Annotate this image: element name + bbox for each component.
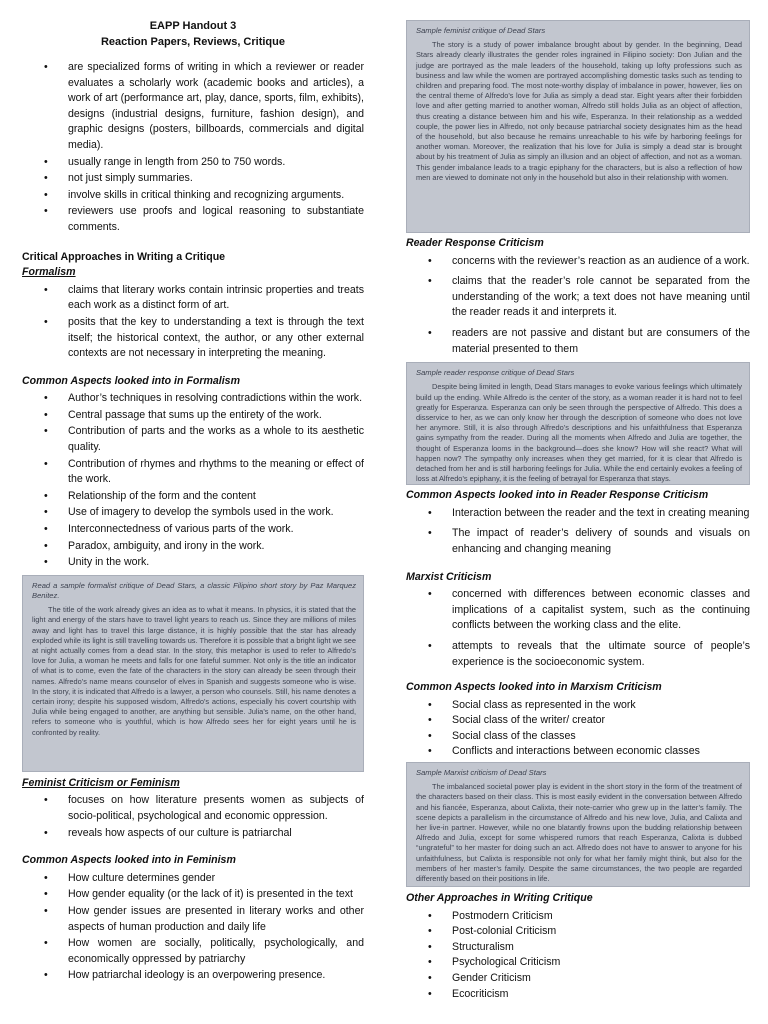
list-item: • involve skills in critical thinking and recognizing arguments. xyxy=(22,188,364,204)
formalist-excerpt-box xyxy=(22,575,364,772)
list-item: • Interaction between the reader and the text in creating meaning xyxy=(406,506,750,522)
list-item: • reviewers use proofs and logical reasoning to substantiate comments. xyxy=(22,204,364,235)
feminist-list xyxy=(22,793,364,841)
list-item: • How women are socially, politically, psychologically, and economically oppressed by patriarchy xyxy=(22,936,364,967)
formalism-heading: Formalism xyxy=(22,266,76,279)
excerpt-text: The story is a study of power imbalance brought about by gender. In the beginning, Dead Stars already clearly illustrates the gender roles ingrained in Filipino society: Don Julian and the judge are portrayed as the male leaders of the household, taking up lofty professions such as business and law while the women are portrayed accomplishing domestic tasks such as tending to children and preparing food. The most note-worthy display of imbalance in power, however, lies on the central theme of Alfredo’s love for Julia as simply a dead star. Eight years after their forbidden love and after getting married to another woman, Alfredo still holds Julia as an object of affection, thus creating a distance between him and his wife, Esperanza. In their relationship as a wedded couple, the power lies in Alfredo, not only because patriarchal society designates him as the head of the household, but also because he remains unreachable to his wife by harboring feelings for another woman. Moreover, the realization that his love for Julia is simply a dead star is brought about by his treatment of Julia as simply an illusion and an object of affection, and not as a woman. This gender imbalance leads to a tragic epiphany for the characters, but is also a reflection of how men are viewed to dominate not only in the household but also in their relationship with women. xyxy=(416,40,742,182)
excerpt-caption: Sample reader response critique of Dead Stars xyxy=(416,368,575,378)
list-item: • Use of imagery to develop the symbols used in the work. xyxy=(22,505,364,521)
excerpt-text: The imbalanced societal power play is evident in the short story in the form of the treatment of the characters based on their class. This is most easily evident in the conversation between Alfredo and his fiancée, Esperanza, about Calixta, their note-carrier who grew up in the latter’s family. The scene depicts a parallelism in the circumstance of Alfredo and his new love, Julia, and Calixta and her live-in partner. However, while no one blatantly frowns upon the budding relationship between Alfredo and Julia, except for some whispered rumors that reach Esperanza, Calixta is dubbed “ungrateful” to her master for doing such an act. Alfredo does not have to answer to anyone for his unfaithfulness, but Calixta is responsible not only for what her family might think, but also for the members of her master’s family. Despite the same circumstances, the two people are regarded differently based on their positions in life. xyxy=(416,782,742,884)
feminist-excerpt-box xyxy=(406,20,750,233)
marxist-heading: Marxist Criticism xyxy=(406,570,492,583)
feminism-aspects-list xyxy=(22,871,364,984)
excerpt-text: Despite being limited in length, Dead Stars manages to evoke various feelings which ultimately build up the ending. While Alfredo is the center of the story, as a woman reader it is hard not to feel greatly for Esperanza. Esperanza can only be seen through the perspective of Alfredo. This does a disservice to her, as we can only know her through the description of someone who does not love her anymore. Still, it is also through Alfredo’s descriptions and his unfaithfulness that Esperanza gains sympathy from the reader. During all the moments when Alfredo and Julia are together, the thought of Esperanza looms in the background—does she know? How will she react? What will happen now? The sympathy only increases when they get married, for it is clear that Alfredo is detached from her and is still harboring feelings for Julia. While the end certainly evokes a feeling of loss at Alfredo’s epiphany, it is the feeling of betrayal for Esperanza that stays. xyxy=(416,382,742,484)
marxist-list xyxy=(406,587,750,670)
list-item: • Contribution of parts and the works as a whole to its aesthetic quality. xyxy=(22,424,364,455)
critical-approaches-heading: Critical Approaches in Writing a Critique xyxy=(22,250,226,263)
excerpt-caption: Read a sample formalist critique of Dead Stars, a classic Filipino short story by Paz Marquez Benitez. xyxy=(32,580,356,601)
formalism-aspects-heading: Common Aspects looked into in Formalism xyxy=(22,374,240,387)
list-item: • claims that the reader’s role cannot be separated from the understanding of the work; a text does not have meaning until the reader reads it and interprets it. xyxy=(406,274,750,321)
reader-response-list xyxy=(406,254,750,358)
reader-response-heading: Reader Response Criticism xyxy=(406,237,544,249)
list-item: • The impact of reader’s delivery of sounds and visuals on enhancing and changing meaning xyxy=(406,526,750,557)
list-item: • attempts to reveals that the ultimate source of people’s experience is the socioeconomic system. xyxy=(406,639,750,670)
handout-subtitle: Reaction Papers, Reviews, Critique xyxy=(100,36,285,48)
reader-aspects-heading: Common Aspects looked into in Reader Response Criticism xyxy=(406,489,709,502)
list-item: • readers are not passive and distant but are consumers of the material presented to them xyxy=(406,326,750,357)
list-item: • posits that the key to understanding a text is through the text itself; the historical context, the author, or any other external contexts are not necessary in interpreting the meaning. xyxy=(22,315,364,362)
excerpt-caption: Sample feminist critique of Dead Stars xyxy=(416,26,546,35)
list-item: • focuses on how literature presents women as subjects of socio-political, psychological and economic oppression. xyxy=(22,793,364,824)
intro-list xyxy=(22,60,364,236)
formalism-aspects-list xyxy=(22,391,364,571)
list-item: • Social class of the writer/ creator xyxy=(406,713,750,729)
list-item: • are specialized forms of writing in which a reviewer or reader evaluates a scholarly work (academic books and articles), a work of art (performance art, play, dance, sports, film, exhibits), designs (industrial designs, furniture, fashion design), and graphic designs (posters, billboards, commercials and digital media). xyxy=(22,60,364,154)
list-item: • How patriarchal ideology is an overpowering presence. xyxy=(22,968,364,984)
list-item: • How gender equality (or the lack of it) is presented in the text xyxy=(22,887,364,903)
list-item: • Psychological Criticism xyxy=(406,955,750,971)
list-item: • Post-colonial Criticism xyxy=(406,924,750,940)
list-item: • Contribution of rhymes and rhythms to the meaning or effect of the work. xyxy=(22,457,364,488)
left-column xyxy=(22,0,364,985)
reader-excerpt-box xyxy=(406,362,750,485)
handout-title: EAPP Handout 3 xyxy=(149,20,237,32)
list-item: • Relationship of the form and the content xyxy=(22,489,364,505)
list-item: • Paradox, ambiguity, and irony in the work. xyxy=(22,539,364,555)
list-item: • Gender Criticism xyxy=(406,971,750,987)
list-item: • usually range in length from 250 to 750 words. xyxy=(22,155,364,171)
marxism-aspects-heading: Common Aspects looked into in Marxism Criticism xyxy=(406,681,662,694)
feminist-heading: Feminist Criticism or Feminism xyxy=(22,776,180,789)
list-item: • Central passage that sums up the entirety of the work. xyxy=(22,408,364,424)
list-item: • Postmodern Criticism xyxy=(406,909,750,925)
feminism-aspects-heading: Common Aspects looked into in Feminism xyxy=(22,854,236,867)
right-column xyxy=(406,0,750,1002)
list-item: • Ecocriticism xyxy=(406,987,750,1003)
list-item: • Social class as represented in the work xyxy=(406,698,750,714)
marxism-aspects-list xyxy=(406,698,750,760)
other-approaches-list xyxy=(406,909,750,1003)
reader-aspects-list xyxy=(406,506,750,558)
list-item: • Structuralism xyxy=(406,940,750,956)
list-item: • Author’s techniques in resolving contradictions within the work. xyxy=(22,391,364,407)
other-approaches-heading: Other Approaches in Writing Critique xyxy=(406,892,593,905)
list-item: • Unity in the work. xyxy=(22,555,364,571)
list-item: • Conflicts and interactions between economic classes xyxy=(406,744,750,760)
excerpt-caption: Sample Marxist criticism of Dead Stars xyxy=(416,768,547,778)
list-item: • concerned with differences between economic classes and implications of a capitalist system, such as the continuing conflicts between the working class and the elite. xyxy=(406,587,750,634)
list-item: • How gender issues are presented in literary works and other aspects of human production and daily life xyxy=(22,904,364,935)
excerpt-text: The title of the work already gives an idea as to what it means. In physics, it is stated that the light and energy of the stars have to travel light years to reach us. Since they are millions of miles away and light has to travel this large distance, it is highly possible that the star has already exploded while its light is still travelling towards us. Therefore it is possible that a bright light we see at night actually comes from a dead star. In the story, this metaphor is used to refer to Alfredo’s love for Julia, a woman he meets and falls for one fateful summer. Not only is the title an indicator of what is to come, even the fate of the characters in the story can already be seen through their names. Alfredo’s name means counselor of elves in Spanish and suggests someone who is wise. In the story, it is indicated that Alfredo is a lawyer, a person who counsels. Still, his name denotes a certain irony; despite his supposed wisdom, Alfredo’s actions, especially his covert courtship with Julia while being engaged to another, are anything but sensible. Julia’s name, on the other hand, refers to someone who is youthful, which is how Alfredo sees her for eight years until he is confronted by reality. xyxy=(32,605,356,737)
list-item: • Interconnectedness of various parts of the work. xyxy=(22,522,364,538)
marxist-excerpt-box xyxy=(406,762,750,887)
list-item: • How culture determines gender xyxy=(22,871,364,887)
list-item: • claims that literary works contain intrinsic properties and treats each work as a distinct form of art. xyxy=(22,283,364,314)
list-item: • not just simply summaries. xyxy=(22,171,364,187)
list-item: • Social class of the classes xyxy=(406,729,750,745)
list-item: • reveals how aspects of our culture is patriarchal xyxy=(22,826,364,842)
list-item: • concerns with the reviewer’s reaction as an audience of a work. xyxy=(406,254,750,270)
formalism-list xyxy=(22,283,364,362)
